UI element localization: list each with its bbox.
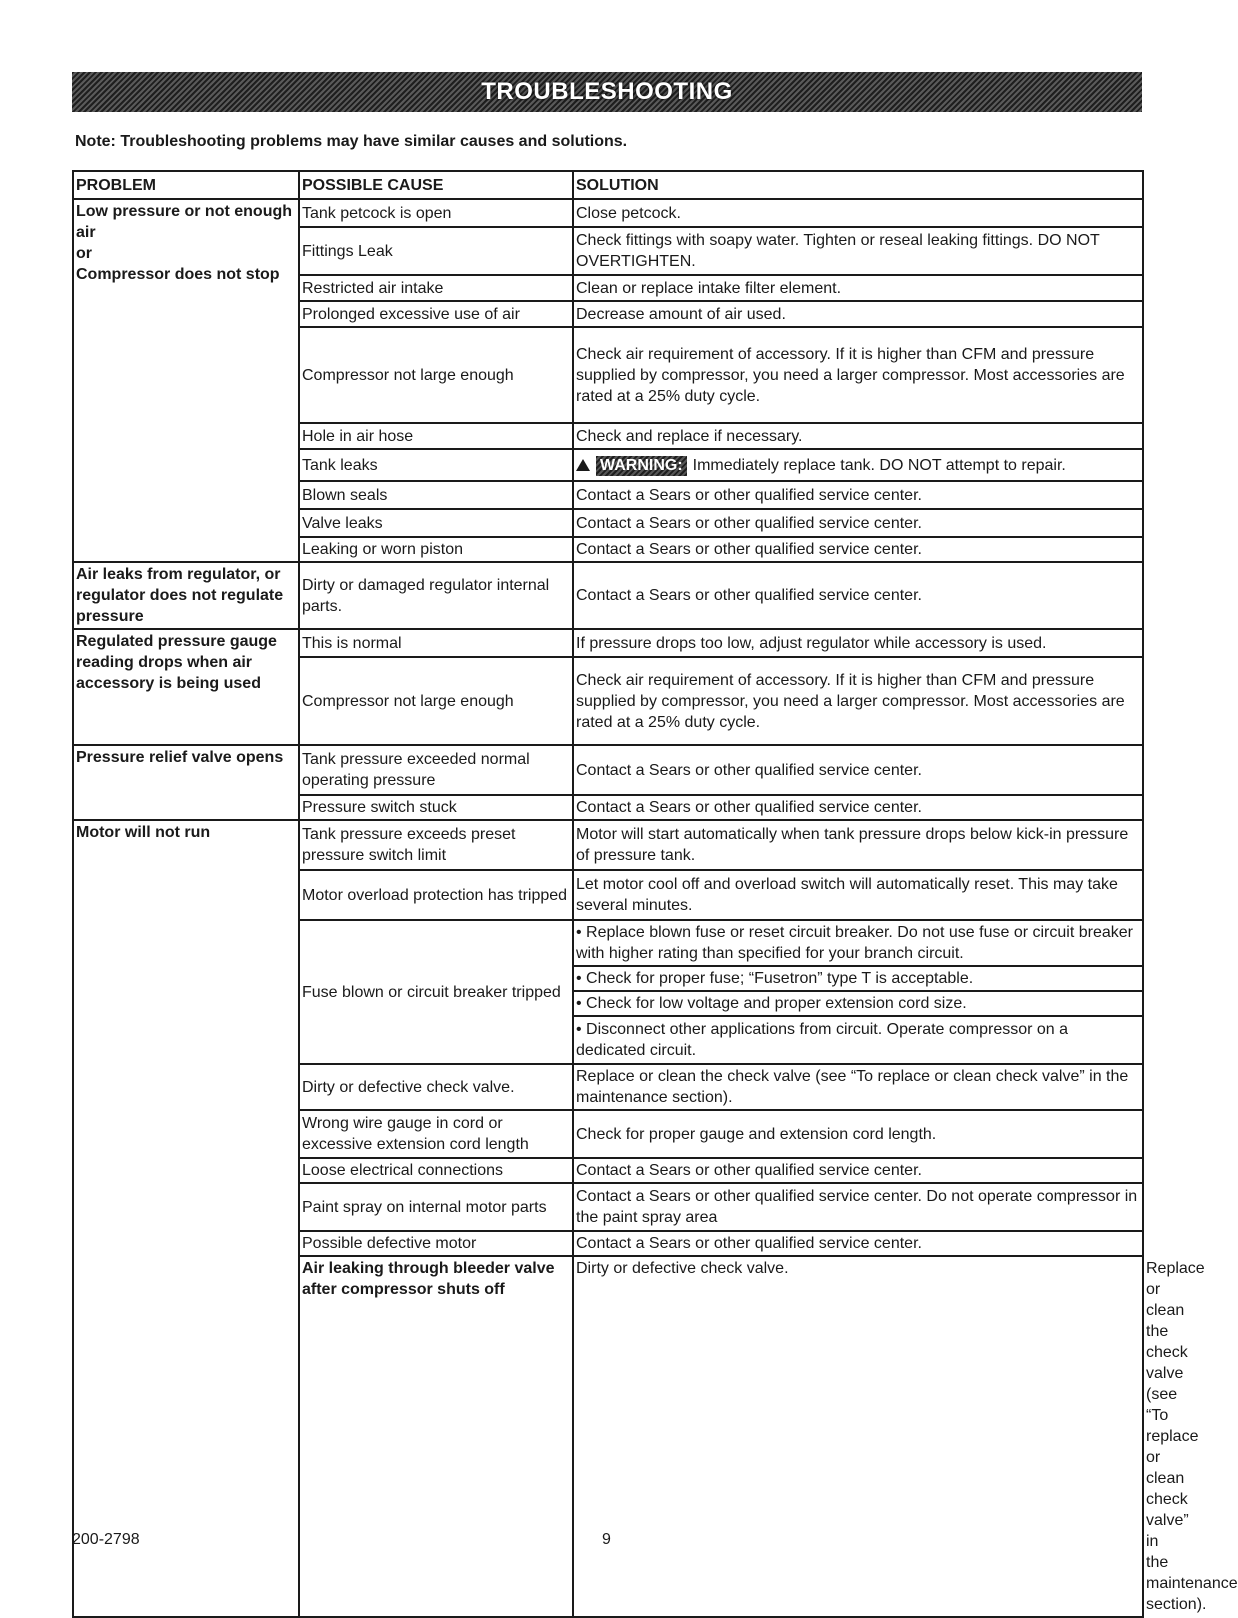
header-cause: POSSIBLE CAUSE (299, 171, 573, 199)
cause-cell: Fuse blown or circuit breaker tripped (299, 920, 573, 1064)
solution-cell: Contact a Sears or other qualified service center. (573, 795, 1143, 820)
solution-cell: • Disconnect other applications from circuit. Operate compressor on a dedicated circuit. (573, 1016, 1143, 1064)
cause-cell: Tank pressure exceeds preset pressure switch limit (299, 820, 573, 870)
table-row (73, 745, 1143, 795)
table-row (73, 820, 1143, 870)
cause-cell: Tank petcock is open (299, 199, 573, 227)
cause-cell: Dirty or damaged regulator internal parts. (299, 562, 573, 629)
table-row (73, 199, 1143, 227)
cause-cell: Motor overload protection has tripped (299, 870, 573, 920)
section-title-banner (72, 72, 1142, 112)
warning-text: Immediately replace tank. DO NOT attempt to repair. (692, 456, 1066, 474)
problem-cell: Regulated pressure gauge reading drops when air accessory is being used (73, 629, 299, 745)
page-number: 9 (602, 1531, 611, 1548)
problem-cell: Pressure relief valve opens (73, 745, 299, 820)
document-number: 200-2798 (72, 1531, 140, 1548)
cause-cell: Pressure switch stuck (299, 795, 573, 820)
solution-cell: • Check for low voltage and proper extension cord size. (573, 991, 1143, 1016)
cause-cell: Wrong wire gauge in cord or excessive extension cord length (299, 1110, 573, 1158)
cause-cell: Blown seals (299, 481, 573, 509)
solution-cell: Contact a Sears or other qualified service center. (573, 745, 1143, 795)
solution-cell: Replace or clean the check valve (see “To replace or clean check valve” in the maintenance section). (573, 1064, 1143, 1110)
solution-cell: Contact a Sears or other qualified service center. Do not operate compressor in the paint spray area (573, 1183, 1143, 1231)
solution-cell: Check and replace if necessary. (573, 423, 1143, 449)
cause-cell: Restricted air intake (299, 275, 573, 301)
solution-cell: • Replace blown fuse or reset circuit breaker. Do not use fuse or circuit breaker with higher rating than specified for your branch circuit. (573, 920, 1143, 966)
cause-cell: Loose electrical connections (299, 1158, 573, 1183)
cause-cell: Fittings Leak (299, 227, 573, 275)
table-row (73, 562, 1143, 629)
troubleshooting-table (72, 170, 1238, 1618)
cause-cell: Possible defective motor (299, 1231, 573, 1256)
problem-cell: Low pressure or not enough air or Compressor does not stop (73, 199, 299, 562)
cause-cell: Tank pressure exceeded normal operating pressure (299, 745, 573, 795)
cause-cell: Compressor not large enough (299, 327, 573, 423)
solution-cell: Check fittings with soapy water. Tighten or reseal leaking fittings. DO NOT OVERTIGHTEN. (573, 227, 1143, 275)
solution-cell: Contact a Sears or other qualified service center. (573, 509, 1143, 537)
cause-cell: Paint spray on internal motor parts (299, 1183, 573, 1231)
problem-cell: Air leaks from regulator, or regulator does not regulate pressure (73, 562, 299, 629)
solution-cell: Contact a Sears or other qualified service center. (573, 537, 1143, 562)
solution-cell: Check air requirement of accessory. If it is higher than CFM and pressure supplied by compressor, you need a larger compressor. Most accessories are rated at a 25% duty cycle. (573, 327, 1143, 423)
solution-cell: Close petcock. (573, 199, 1143, 227)
note-text: Note: Troubleshooting problems may have similar causes and solutions. (75, 133, 628, 150)
cause-cell: Dirty or defective check valve. (299, 1064, 573, 1110)
cause-cell: Dirty or defective check valve. (573, 1256, 1143, 1617)
warning-badge: WARNING: (596, 456, 687, 476)
table-header-row (73, 171, 1143, 199)
cause-cell: Valve leaks (299, 509, 573, 537)
solution-cell: If pressure drops too low, adjust regulator while accessory is used. (573, 629, 1143, 657)
header-problem: PROBLEM (73, 171, 299, 199)
solution-cell: Contact a Sears or other qualified service center. (573, 562, 1143, 629)
cause-cell: Hole in air hose (299, 423, 573, 449)
solution-cell: Check for proper gauge and extension cord length. (573, 1110, 1143, 1158)
cause-cell: This is normal (299, 629, 573, 657)
solution-cell: • Check for proper fuse; “Fusetron” type T is acceptable. (573, 966, 1143, 991)
solution-cell: Motor will start automatically when tank pressure drops below kick-in pressure of pressure tank. (573, 820, 1143, 870)
warning-triangle-icon (576, 459, 590, 471)
solution-cell: Contact a Sears or other qualified service center. (573, 1231, 1143, 1256)
cause-cell: Compressor not large enough (299, 657, 573, 745)
cause-cell: Tank leaks (299, 449, 573, 481)
header-solution: SOLUTION (573, 171, 1143, 199)
solution-cell: Clean or replace intake filter element. (573, 275, 1143, 301)
solution-cell: Check air requirement of accessory. If it is higher than CFM and pressure supplied by compressor, you need a larger compressor. Most accessories are rated at a 25% duty cycle. (573, 657, 1143, 745)
solution-cell: Decrease amount of air used. (573, 301, 1143, 327)
problem-cell: Air leaking through bleeder valve after compressor shuts off (299, 1256, 573, 1617)
solution-cell-warning (573, 449, 1143, 481)
solution-cell: Contact a Sears or other qualified service center. (573, 481, 1143, 509)
problem-cell: Motor will not run (73, 820, 299, 1617)
cause-cell: Prolonged excessive use of air (299, 301, 573, 327)
solution-cell: Contact a Sears or other qualified service center. (573, 1158, 1143, 1183)
table-row: Air leaking through bleeder valve after compressor shuts off Dirty or defective check valve. Replace or clean the check valve (see “To replace or clean check valve” in the maintenance section). (73, 1256, 1143, 1617)
table-row (73, 629, 1143, 657)
solution-cell: Let motor cool off and overload switch will automatically reset. This may take several minutes. (573, 870, 1143, 920)
cause-cell: Leaking or worn piston (299, 537, 573, 562)
section-title: TROUBLESHOOTING (481, 78, 733, 105)
